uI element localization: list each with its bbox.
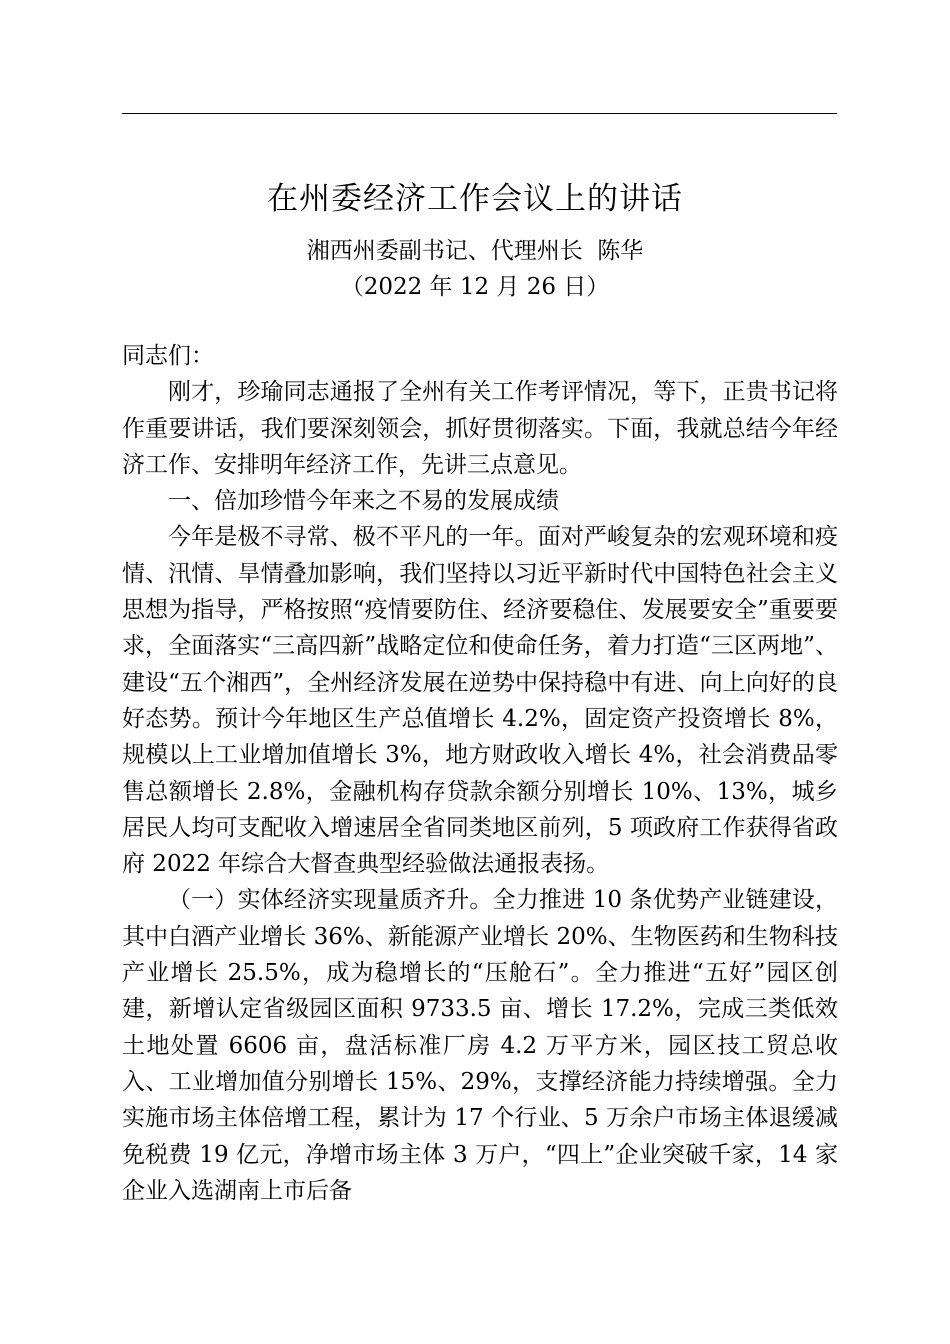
salutation: 同志们：	[122, 343, 214, 369]
speech-date: （2022 年 12 月 26 日）	[340, 274, 610, 300]
section-heading-1: 一、倍加珍惜今年来之不易的发展成绩	[168, 488, 559, 515]
header-rule	[122, 113, 837, 114]
paragraph-overview: 今年是极不寻常、极不平凡的一年。面对严峻复杂的宏观环境和疫情、汛情、旱情叠加影响，我们坚持以习近平新时代中国特色社会主义思想为指导，严格按照“疫情要防住、经济要稳住、发展要安全”重要要求，全面落实“三高四新”战略定位和使命任务，着力打造“三区两地”、建设“五个湘西”，全州经济发展在逆势中保持稳中有进、向上向好的良好态势。预计今年地区生产总值增长 4.2%，固定资产投资增长 8%，规模以上工业增加值增长 3%，地方财政收入增长 4%，社会消费品零售总额增长 2.8%，金融机构存贷款余额分别增长 10%、13%，城乡居民人均可支配收入增速居全省同类地区前列，5 项政府工作获得省政府 2022 年综合大督查典型经验做法通报表扬。	[122, 524, 838, 878]
speaker-byline: 湘西州委副书记、代理州长 陈华	[306, 238, 644, 264]
paragraph-intro: 刚才，珍瑜同志通报了全州有关工作考评情况，等下，正贵书记将作重要讲话，我们要深刻领会，抓好贯彻落实。下面，我就总结今年经济工作、安排明年经济工作，先讲三点意见。	[122, 379, 838, 478]
speech-title: 在州委经济工作会议上的讲话	[267, 181, 683, 217]
paragraph-real-economy: （一）实体经济实现量质齐升。全力推进 10 条优势产业链建设，其中白酒产业增长 36%、新能源产业增长 20%、生物医药和生物科技产业增长 25.5%，成为稳增长的“压舱石”。全力推进“五好”园区创建，新增认定省级园区面积 9733.5 亩、增长 17.2%，完成三类低效土地处置 6606 亩，盘活标准厂房 4.2 万平方米，园区技工贸总收入、工业增加值分别增长 15%、29%，支撑经济能力持续增强。全力实施市场主体倍增工程，累计为 17 个行业、5 万余户市场主体退缓减免税费 19 亿元，净增市场主体 3 万户，“四上”企业突破千家，14 家企业入选湖南上市后备	[122, 887, 838, 1204]
speech-body	[122, 338, 838, 1209]
